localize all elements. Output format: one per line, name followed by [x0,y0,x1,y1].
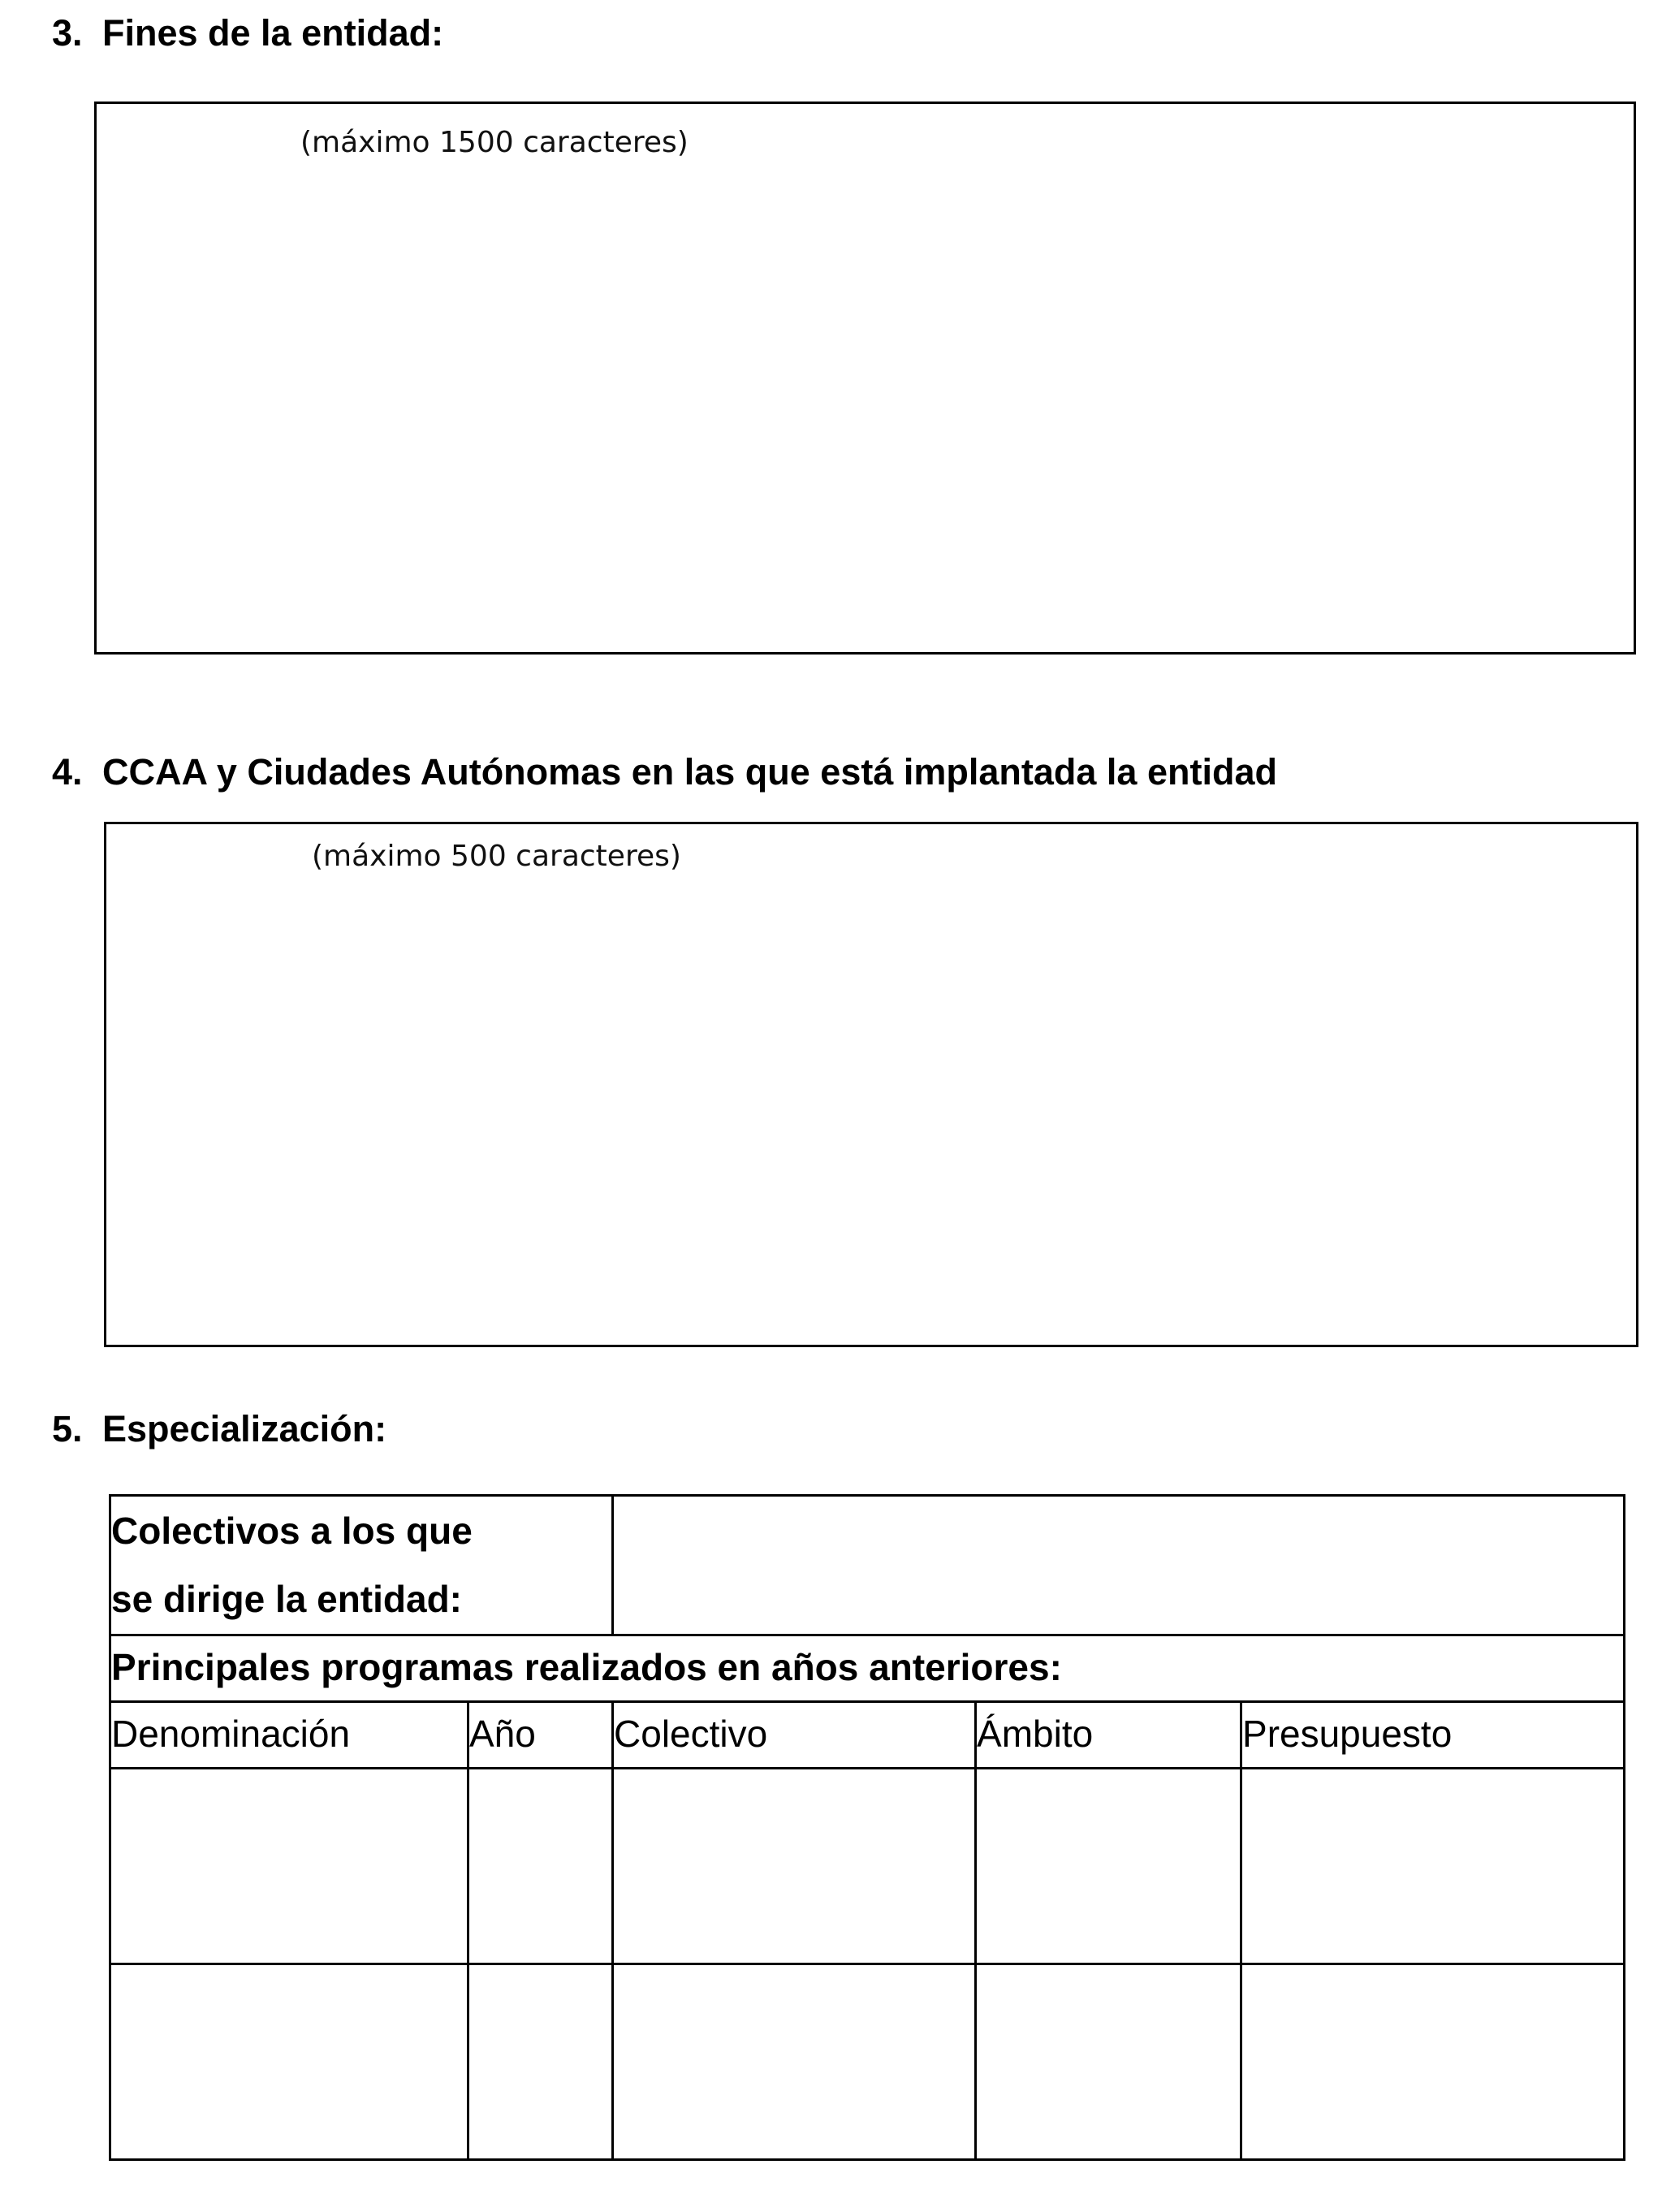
program-colectivo-cell[interactable] [613,1769,976,1964]
section-5-number: 5. [52,1408,83,1449]
section-3-number: 3. [52,12,83,54]
ccaa-max-chars-hint: (máximo 500 caracteres) [312,840,681,873]
column-header-ambito: Ámbito [976,1702,1241,1769]
section-4-number: 4. [52,751,83,793]
program-ano-cell[interactable] [468,1964,613,2160]
program-row [110,1769,1625,1964]
program-row [110,1964,1625,2160]
column-header-presupuesto: Presupuesto [1241,1702,1625,1769]
fines-max-chars-hint: (máximo 1500 caracteres) [300,126,689,159]
programs-header-row [110,1702,1625,1769]
program-denominacion-cell[interactable] [110,1964,468,2160]
section-4-title [52,751,1277,793]
programs-heading-row [110,1635,1625,1702]
ccaa-textarea[interactable] [104,822,1638,1347]
target-groups-input[interactable] [613,1496,1625,1635]
target-groups-label-line1: Colectivos a los que [111,1510,473,1552]
program-denominacion-cell[interactable] [110,1769,468,1964]
section-5-label: Especialización: [102,1408,387,1449]
program-ano-cell[interactable] [468,1769,613,1964]
target-groups-label [110,1496,613,1635]
target-groups-row [110,1496,1625,1635]
programs-heading: Principales programas realizados en años anteriores: [110,1635,1625,1702]
target-groups-label-line2: se dirige la entidad: [111,1578,462,1620]
column-header-ano: Año [468,1702,613,1769]
section-3-label: Fines de la entidad: [102,12,444,54]
column-header-denominacion: Denominación [110,1702,468,1769]
fines-textarea[interactable] [94,102,1636,655]
section-5-title [52,1408,387,1449]
specialization-table [109,1494,1625,2161]
program-presupuesto-cell[interactable] [1241,1769,1625,1964]
program-colectivo-cell[interactable] [613,1964,976,2160]
section-3-title [52,12,444,54]
program-presupuesto-cell[interactable] [1241,1964,1625,2160]
column-header-colectivo: Colectivo [613,1702,976,1769]
section-4-label: CCAA y Ciudades Autónomas en las que está implantada la entidad [102,751,1277,793]
program-ambito-cell[interactable] [976,1964,1241,2160]
program-ambito-cell[interactable] [976,1769,1241,1964]
